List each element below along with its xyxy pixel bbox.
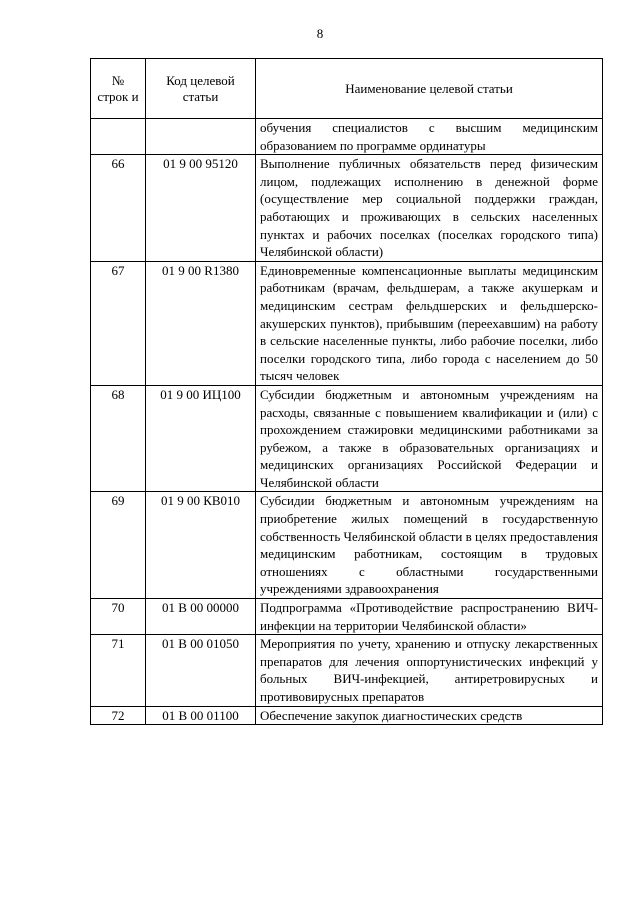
row-number: 72 <box>91 706 146 725</box>
article-name: Обеспечение закупок диагностических средств <box>256 706 603 725</box>
article-name: Единовременные компенсационные выплаты медицинским работникам (врачам, фельдшерам, а также акушеркам и медицинским сестрам фельдшерских и фельдшерско-акушерских пунктов), прибывшим (переехавшим) на работу в сельские населенные пункты, либо рабочие поселки, либо поселки городского типа, либо города с населением до 50 тысяч человек <box>256 261 603 385</box>
article-code <box>146 119 256 155</box>
article-code: 01 В 00 01050 <box>146 635 256 706</box>
article-code: 01 В 00 01100 <box>146 706 256 725</box>
article-code: 01 9 00 КВ010 <box>146 492 256 599</box>
row-number: 68 <box>91 385 146 492</box>
row-number: 70 <box>91 599 146 635</box>
article-name: обучения специалистов с высшим медицинским образованием по программе ординатуры <box>256 119 603 155</box>
page-number: 8 <box>316 26 324 41</box>
article-name: Выполнение публичных обязательств перед физическим лицом, подлежащих исполнению в денежной форме (осуществление мер социальной поддержки граждан, работающих и проживающих в сельских населенных пунктах и рабочих поселках (поселках городского типа) Челябинской области) <box>256 155 603 262</box>
table-row <box>91 492 603 599</box>
article-code: 01 9 00 95120 <box>146 155 256 262</box>
table-row <box>91 706 603 725</box>
header-row-number: № строк и <box>91 59 146 119</box>
article-name: Подпрограмма «Противодействие распространению ВИЧ-инфекции на территории Челябинской области» <box>256 599 603 635</box>
article-code: 01 В 00 00000 <box>146 599 256 635</box>
table-row <box>91 261 603 385</box>
article-name: Субсидии бюджетным и автономным учреждениям на приобретение жилых помещений в государственную собственность Челябинской области в целях предоставления медицинским работникам, состоящим в трудовых отношениях с областными государственными учреждениями здравоохранения <box>256 492 603 599</box>
header-article-name: Наименование целевой статьи <box>256 59 603 119</box>
article-code: 01 9 00 ИЦ100 <box>146 385 256 492</box>
table-header-row <box>91 59 603 119</box>
row-number <box>91 119 146 155</box>
table-row <box>91 599 603 635</box>
table-row <box>91 119 603 155</box>
article-name: Мероприятия по учету, хранению и отпуску лекарственных препаратов для лечения оппортунистических инфекций у больных ВИЧ-инфекцией, антиретровирусных и противовирусных препаратов <box>256 635 603 706</box>
row-number: 66 <box>91 155 146 262</box>
article-code: 01 9 00 R1380 <box>146 261 256 385</box>
row-number: 71 <box>91 635 146 706</box>
header-article-code: Код целевой статьи <box>146 59 256 119</box>
article-name: Субсидии бюджетным и автономным учреждениям на расходы, связанные с повышением квалификации и (или) с прохождением стажировки медицинскими работниками за рубежом, а также в образовательных организациях и медицинских организациях Российской Федерации и Челябинской области <box>256 385 603 492</box>
target-articles-table <box>90 58 603 725</box>
row-number: 69 <box>91 492 146 599</box>
table-row <box>91 385 603 492</box>
table-row <box>91 635 603 706</box>
row-number: 67 <box>91 261 146 385</box>
table-row <box>91 155 603 262</box>
